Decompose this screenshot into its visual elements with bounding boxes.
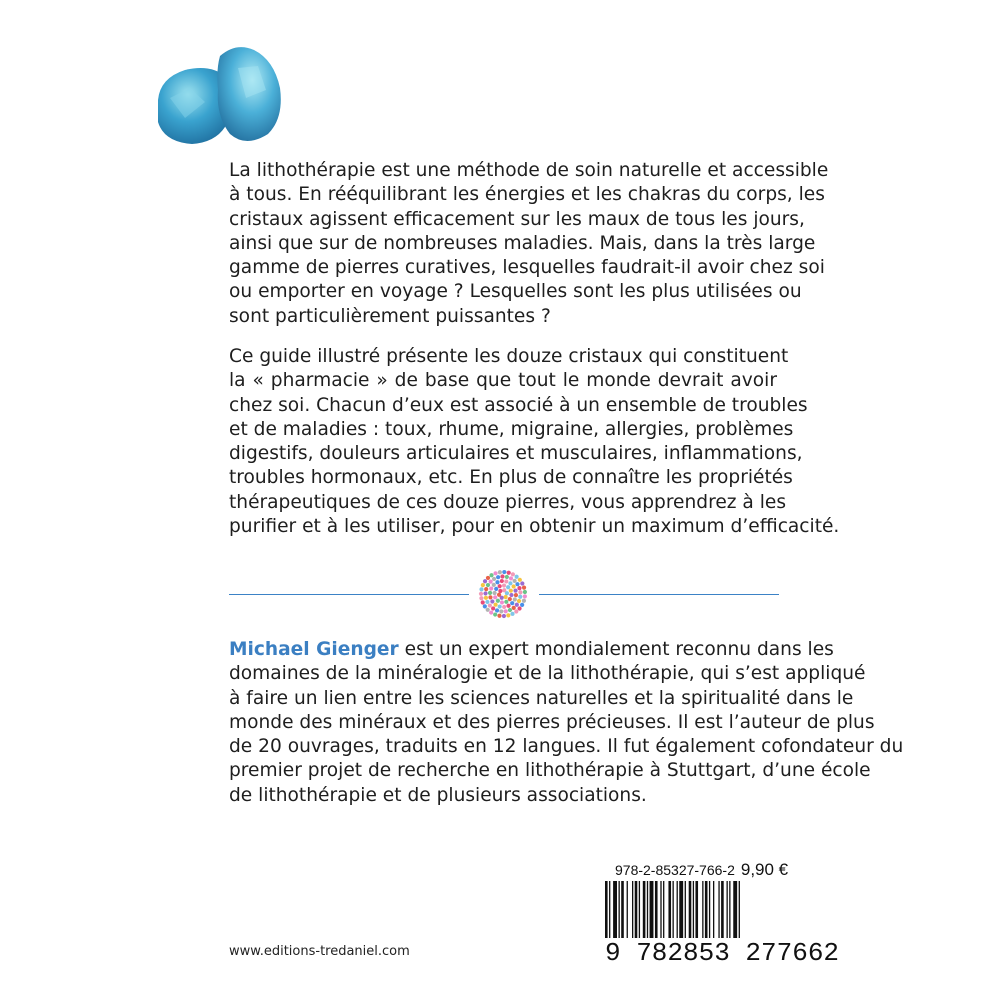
gemstone-circle-icon	[478, 569, 528, 619]
blue-crystal-stones-image	[150, 38, 285, 153]
text-line: troubles hormonaux, etc. En plus de connaître les propriétés	[229, 467, 793, 489]
author-bio-paragraph	[229, 638, 904, 808]
text-line: la « pharmacie » de base que tout le monde devrait avoir	[229, 370, 777, 392]
isbn-number: 978-2-85327-766-2	[615, 862, 735, 878]
text-line: monde des minéraux et des pierres précieuses. Il est l’auteur de plus	[229, 711, 875, 733]
text-line: purifier et à les utiliser, pour en obtenir un maximum d’efficacité.	[229, 516, 840, 538]
text-line: cristaux agissent efficacement sur les maux de tous les jours,	[229, 208, 805, 230]
text-line: gamme de pierres curatives, lesquelles faudrait-il avoir chez soi	[229, 257, 825, 279]
text-line: digestifs, douleurs articulaires et musculaires, inflammations,	[229, 443, 803, 465]
publisher-website: www.editions-tredaniel.com	[229, 944, 410, 959]
text-line: à faire un lien entre les sciences naturelles et la spiritualité dans le	[229, 687, 854, 709]
ean-digits: 9 782853 277662	[605, 938, 840, 968]
text-line: Ce guide illustré présente les douze cristaux qui constituent	[229, 346, 789, 367]
text-line: de 20 ouvrages, traduits en 12 langues. Il fut également cofondateur du	[229, 736, 904, 758]
description-paragraph-1	[229, 159, 829, 329]
isbn-price	[615, 860, 788, 880]
description-paragraph-2	[229, 345, 840, 539]
divider-line-right	[539, 594, 779, 595]
text-line: chez soi. Chacun d’eux est associé à un ensemble de troubles	[229, 394, 808, 416]
text-line: thérapeutiques de ces douze pierres, vous apprendrez à les	[229, 491, 787, 513]
text-line: La lithothérapie est une méthode de soin naturelle et accessible	[229, 160, 829, 181]
text-line: à tous. En rééquilibrant les énergies et les chakras du corps, les	[229, 184, 825, 206]
text-line: de lithothérapie et de plusieurs associations.	[229, 784, 647, 806]
text-line: domaines de la minéralogie et de la lithothérapie, qui s’est appliqué	[229, 663, 866, 685]
author-name: Michael Gienger	[229, 639, 399, 660]
text-line: sont particulièrement puissantes ?	[229, 305, 551, 327]
price: 9,90 €	[740, 860, 789, 879]
text-line: premier projet de recherche en lithothérapie à Stuttgart, d’une école	[229, 760, 871, 782]
text-line	[229, 638, 834, 662]
text-line: ainsi que sur de nombreuses maladies. Mais, dans la très large	[229, 232, 816, 254]
divider-line-left	[229, 594, 469, 595]
text-line: ou emporter en voyage ? Lesquelles sont les plus utilisées ou	[229, 281, 802, 303]
text-line: et de maladies : toux, rhume, migraine, allergies, problèmes	[229, 418, 794, 440]
author-first-line: est un expert mondialement reconnu dans les	[398, 639, 834, 660]
